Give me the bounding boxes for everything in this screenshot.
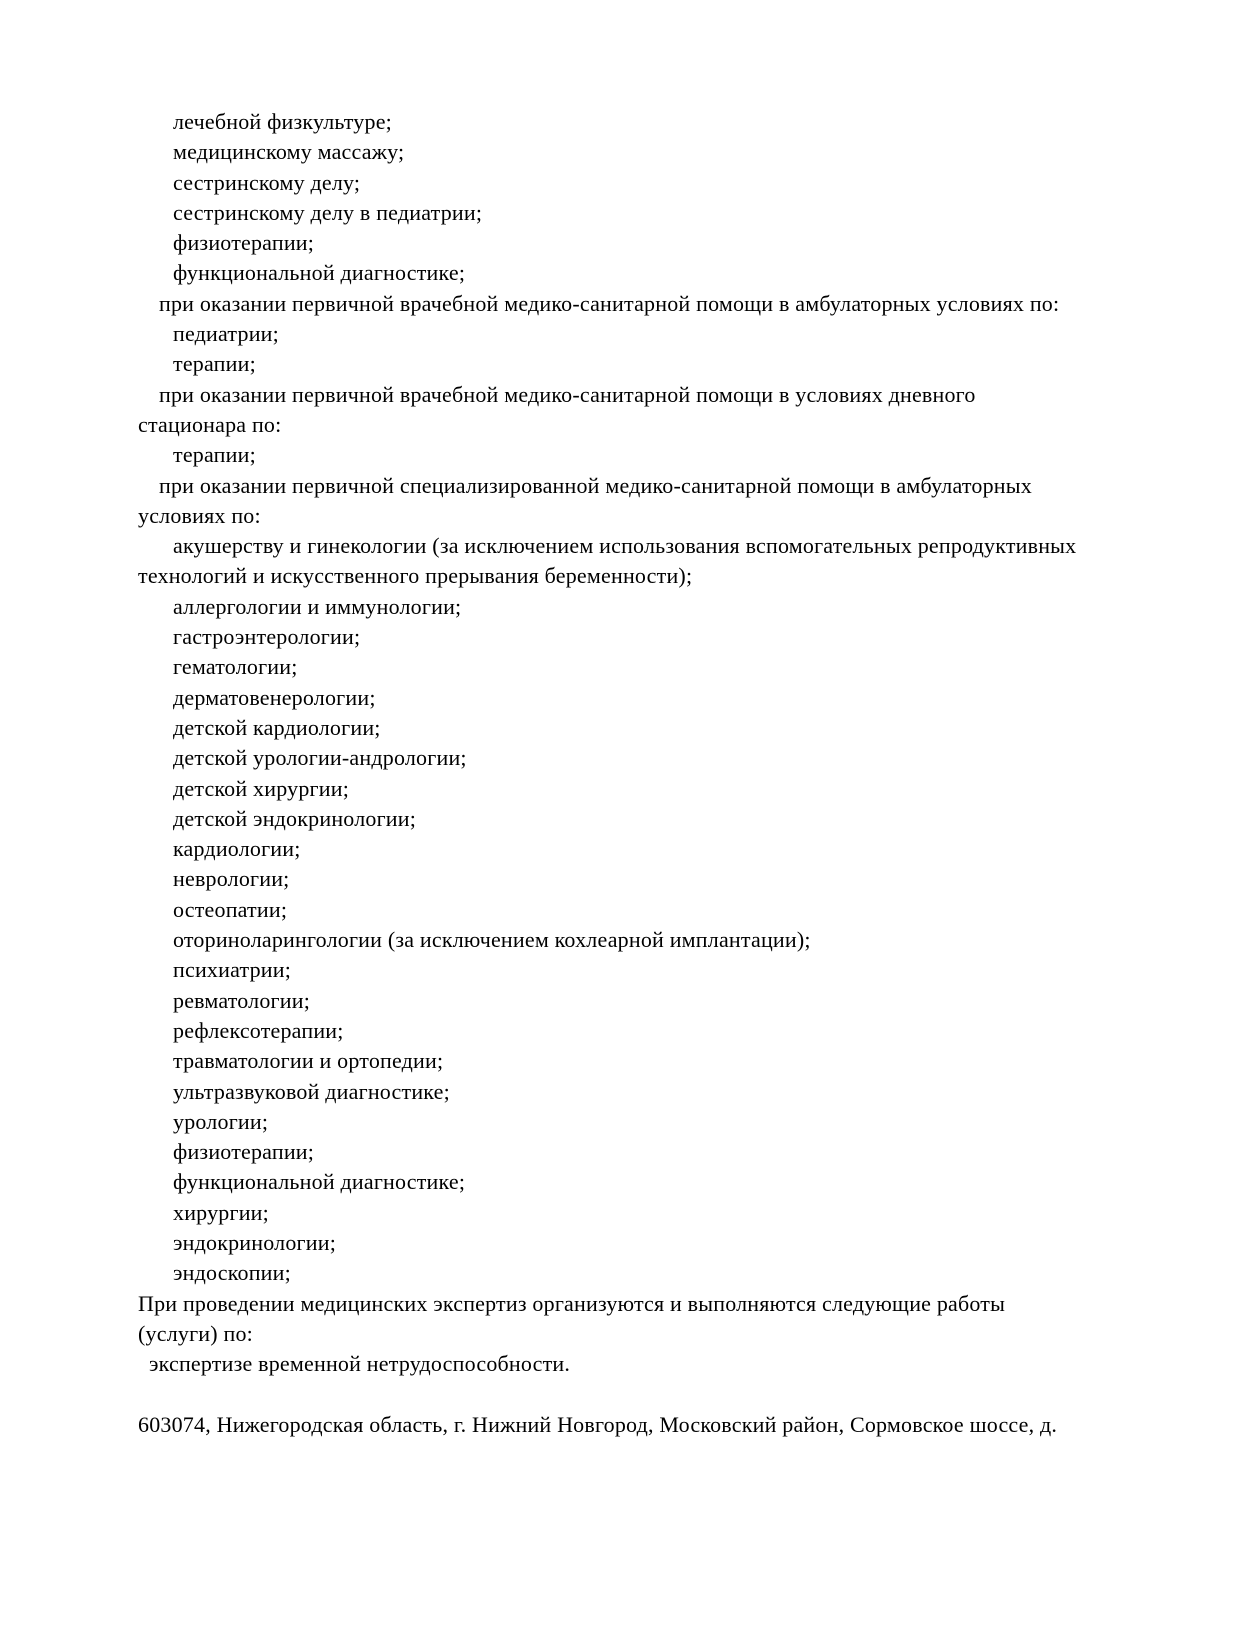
document-line: оториноларингологии (за исключением кохлеарной имплантации); bbox=[173, 927, 811, 953]
document-line: условиях по: bbox=[138, 502, 261, 528]
document-line: рефлексотерапии; bbox=[173, 1017, 344, 1043]
document-line: терапии; bbox=[173, 351, 256, 377]
document-line: ревматологии; bbox=[173, 987, 311, 1013]
document-line: стационара по: bbox=[138, 411, 282, 437]
document-line: функциональной диагностике; bbox=[173, 260, 466, 286]
document-line: аллергологии и иммунологии; bbox=[173, 593, 462, 619]
document-line: экспертизе временной нетрудоспособности. bbox=[149, 1351, 571, 1377]
document-line: детской кардиологии; bbox=[173, 714, 381, 740]
document-line: технологий и искусственного прерывания беременности); bbox=[138, 563, 693, 589]
document-line: травматологии и ортопедии; bbox=[173, 1048, 444, 1074]
document-line: медицинскому массажу; bbox=[173, 139, 405, 165]
document-line: при оказании первичной врачебной медико-санитарной помощи в условиях дневного bbox=[159, 381, 976, 407]
document-line: при оказании первичной специализированной медико-санитарной помощи в амбулаторных bbox=[159, 472, 1032, 498]
document-line: акушерству и гинекологии (за исключением использования вспомогательных репродуктивных bbox=[173, 533, 1077, 559]
document-line: детской урологии-андрологии; bbox=[173, 745, 467, 771]
document-line: ультразвуковой диагностике; bbox=[173, 1078, 450, 1104]
document-line: психиатрии; bbox=[173, 957, 292, 983]
document-line: (услуги) по: bbox=[138, 1320, 253, 1346]
document-line: остеопатии; bbox=[173, 896, 288, 922]
document-line: сестринскому делу; bbox=[173, 169, 361, 195]
document-line: сестринскому делу в педиатрии; bbox=[173, 199, 483, 225]
document-line: физиотерапии; bbox=[173, 230, 315, 256]
document-line: хирургии; bbox=[173, 1199, 269, 1225]
document-line: функциональной диагностике; bbox=[173, 1169, 466, 1195]
document-line: детской хирургии; bbox=[173, 775, 350, 801]
document-line: детской эндокринологии; bbox=[173, 805, 417, 831]
document-line: гастроэнтерологии; bbox=[173, 624, 361, 650]
document-line: эндокринологии; bbox=[173, 1229, 337, 1255]
document-line: дерматовенерологии; bbox=[173, 684, 376, 710]
document-line: лечебной физкультуре; bbox=[173, 109, 392, 134]
document-text-block bbox=[138, 107, 1130, 1440]
document-line: эндоскопии; bbox=[173, 1260, 291, 1286]
document-line: при оказании первичной врачебной медико-санитарной помощи в амбулаторных условиях по: bbox=[159, 290, 1060, 316]
document-line: урологии; bbox=[173, 1108, 269, 1134]
document-line: кардиологии; bbox=[173, 836, 301, 862]
document-line: гематологии; bbox=[173, 654, 298, 680]
document-line: терапии; bbox=[173, 442, 256, 468]
document-line: При проведении медицинских экспертиз организуются и выполняются следующие работы bbox=[138, 1290, 1006, 1316]
document-line bbox=[138, 1379, 1130, 1409]
document-line: неврологии; bbox=[173, 866, 290, 892]
document-line: физиотерапии; bbox=[173, 1139, 315, 1165]
document-line: 603074, Нижегородская область, г. Нижний Новгород, Московский район, Сормовское шоссе, д. bbox=[138, 1411, 1058, 1437]
document-line: педиатрии; bbox=[173, 321, 279, 347]
